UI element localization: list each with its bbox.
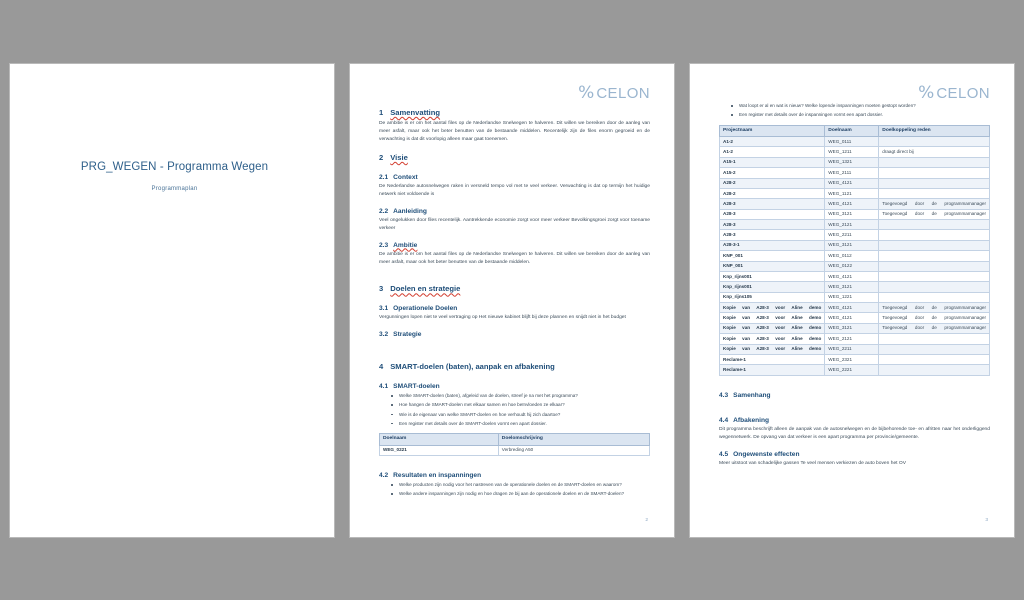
heading-number: 3 (379, 284, 384, 294)
table-row (720, 240, 990, 250)
document-page-1[interactable] (9, 63, 335, 538)
cell-doelkoppeling-reden (879, 178, 990, 188)
heading-number: 4.4 (719, 416, 729, 424)
list-item: Wat loopt er al en wat is nieuw? Welke lopende inspanningen moeten gestopt worden? (739, 102, 990, 110)
spacer (379, 374, 650, 383)
heading-text: Strategie (393, 331, 422, 339)
cell-doelnaam: WEG_3121 (825, 209, 879, 219)
table-row (720, 168, 990, 178)
cell-doelkoppeling-reden (879, 157, 990, 167)
cell-doelkoppeling-reden (879, 137, 990, 147)
heading-number: 4.3 (719, 391, 729, 399)
heading-44-afbakening (719, 417, 990, 424)
heading-22-aanleiding (379, 208, 650, 215)
cell-doelkoppeling-reden (879, 251, 990, 261)
paragraph-operationele-doelen: Vergunningen lopen niet te veel vertraging op Het nieuwe kabinet blijft bij deze plannen en snijdt niet in het budget (379, 315, 626, 321)
celon-logo (578, 82, 650, 103)
table-row (720, 261, 990, 271)
spacer (719, 401, 990, 417)
paragraph-ongewenste-effecten: Meer uitstoot van schadelijke gassen Te veel mensen verkiezen de auto boven het OV (719, 460, 906, 466)
table-row (720, 303, 990, 313)
cell-doelkoppeling-reden (879, 261, 990, 271)
cell-doelnaam: WEG_0111 (825, 137, 879, 147)
heading-number: 2.3 (379, 241, 389, 249)
table-row (720, 209, 990, 219)
heading-number: 3.1 (379, 305, 389, 313)
cell-doelnaam: WEG_2221 (825, 365, 879, 375)
table-row (720, 365, 990, 375)
heading-4-smart-doelen (379, 362, 650, 371)
table-row (720, 251, 990, 261)
spacer (379, 296, 650, 305)
doelen-table (379, 433, 650, 456)
heading-43-samenhang (719, 392, 990, 399)
spacer (719, 376, 990, 392)
table-row (720, 271, 990, 281)
cell-doelnaam: WEG_4121 (825, 178, 879, 188)
heading-31-operationele-doelen (379, 305, 650, 312)
celon-logo (918, 82, 990, 103)
celon-logo-mark-icon: % (578, 82, 595, 103)
cell-projectnaam: A1-2 (720, 137, 825, 147)
cell-doelnaam: WEG_4121 (825, 271, 879, 281)
page-number-2: 2 (645, 518, 648, 523)
cell-doelnaam: WEG_4121 (825, 303, 879, 313)
cell-doelnaam: WEG_4121 (825, 313, 879, 323)
cell-doelnaam: WEG_3121 (825, 282, 879, 292)
cell-projectnaam: KNP_001 (720, 261, 825, 271)
cell-projectnaam: Reclame-1 (720, 365, 825, 375)
cell-doelnaam: WEG_2121 (825, 220, 879, 230)
cell-projectnaam: Kopie van A28-3 voor Aline demo (720, 303, 825, 313)
cell-doelnaam: WEG_1321 (825, 157, 879, 167)
heading-number: 2.1 (379, 173, 389, 181)
heading-23-ambitie (379, 242, 650, 249)
projecten-table-body (720, 137, 990, 376)
cell-doelkoppeling-reden (879, 168, 990, 178)
inspanningen-bullet-list (719, 102, 990, 119)
table-row (720, 230, 990, 240)
spacer (379, 456, 650, 472)
heading-41-smart-doelen (379, 383, 650, 390)
table-row (720, 199, 990, 209)
heading-text: Samenhang (733, 391, 771, 399)
cell-projectnaam: A15-1 (720, 157, 825, 167)
heading-text: SMART-doelen (393, 383, 440, 391)
cell-projectnaam: Knp_rijns001 (720, 271, 825, 281)
heading-text: Operationele Doelen (393, 305, 458, 313)
heading-text: Ongewenste effecten (733, 450, 800, 458)
cell-doelnaam: WEG_3121 (825, 240, 879, 250)
table-row (720, 220, 990, 230)
list-item: Welke producten zijn nodig voor het nastreven van de operationele doelen en de SMART-doelen en waarom? (399, 481, 650, 489)
heading-2-visie (379, 153, 650, 162)
table-row (720, 354, 990, 364)
cell-doelnaam: WEG_0221 (380, 445, 499, 455)
cell-doelkoppeling-reden (879, 334, 990, 344)
cell-doelkoppeling-reden: Toegevoegd door de programmamanager (879, 199, 990, 209)
cell-doelkoppeling-reden (879, 282, 990, 292)
table-row (720, 323, 990, 333)
cell-projectnaam: A28-3 (720, 199, 825, 209)
table-row (380, 445, 650, 455)
list-item: Welke SMART-doelen (baten), afgeleid van de doelen, streef je na met het programma? (399, 392, 650, 400)
cell-projectnaam: A15-2 (720, 168, 825, 178)
table-header-row (380, 434, 650, 445)
cell-doelkoppeling-reden: Toegevoegd door de programmamanager (879, 313, 990, 323)
celon-logo-wordmark: CELON (936, 84, 990, 102)
spacer (379, 275, 650, 284)
page-2-content (379, 78, 650, 527)
table-row (720, 188, 990, 198)
page-3-content (719, 78, 990, 527)
cell-doelnaam: WEG_3121 (825, 323, 879, 333)
page-3-body (719, 102, 990, 476)
paragraph-ambitie: De ambitie is er om het aantal files op de Nederlandse Snelwegen te halveren. Dit willen we bereiken door de aanleg van meer asfalt, maar ook het beter benutten van de bestaande middelen. (379, 251, 650, 265)
cell-doelnaam: WEG_4121 (825, 199, 879, 209)
heading-text: Afbakening (733, 416, 770, 424)
projecten-table (719, 125, 990, 376)
heading-number: 2 (379, 152, 384, 162)
cell-projectnaam: A1-2 (720, 147, 825, 157)
cell-projectnaam: Knp_rijns001 (720, 282, 825, 292)
paragraph-context: De Nederlandse autosnelwegen raken in versneld tempo vol met te veel verkeer. Verwachting is dat op termijn het huidige netwerk niet voldoende is (379, 183, 650, 197)
heading-32-strategie (379, 331, 650, 338)
cell-doelkoppeling-reden: Toegevoegd door de programmamanager (879, 323, 990, 333)
table-header-row (720, 125, 990, 136)
cell-doelnaam: WEG_2211 (825, 344, 879, 354)
list-item: Hoe hangen de SMART-doelen met elkaar samen en hoe beïnvloeden ze elkaar? (399, 401, 650, 409)
cell-doelkoppeling-reden (879, 220, 990, 230)
heading-number: 3.2 (379, 331, 389, 339)
page-number-3: 3 (985, 518, 988, 523)
cell-projectnaam: Kopie van A28-3 voor Aline demo (720, 344, 825, 354)
table-row (720, 334, 990, 344)
list-item: Een register met details over de SMART-doelen vormt een apart dossier. (399, 420, 650, 428)
celon-logo-mark-icon: % (918, 82, 935, 103)
table-row (720, 157, 990, 167)
cell-doelkoppeling-reden (879, 365, 990, 375)
table-row (720, 282, 990, 292)
cell-projectnaam: Knp_rijns105 (720, 292, 825, 302)
heading-text: Visie (390, 152, 408, 162)
cell-doelkoppeling-reden (879, 230, 990, 240)
cell-projectnaam: Kopie van A28-3 voor Aline demo (720, 313, 825, 323)
cell-projectnaam: A28-3 (720, 220, 825, 230)
cell-doelkoppeling-reden (879, 344, 990, 354)
table-row (720, 313, 990, 323)
list-item: Welke andere inspanningen zijn nodig en hoe dragen ze bij aan de operationele doelen en de SMART-doelen? (399, 490, 650, 498)
spacer (379, 340, 650, 362)
table-row (720, 137, 990, 147)
page-1-content (39, 78, 310, 527)
column-header-projectnaam: Projectnaam (720, 125, 825, 136)
cell-doelnaam: WEG_2211 (825, 230, 879, 240)
cell-projectnaam: Reclame-1 (720, 354, 825, 364)
heading-1-samenvatting (379, 108, 650, 117)
column-header-doelnaam: Doelnaam (380, 434, 499, 445)
cell-doelnaam: WEG_1211 (825, 147, 879, 157)
table-row (720, 178, 990, 188)
paragraph-samenvatting: De ambitie is er om het aantal files op de Nederlandse Snelwegen te halveren. Dit willen we bereiken door de aanleg van meer asfalt, maar ook het beter benutten van de bestaande middelen. Recentelijk zijn de files enorm gegroeid en de verwachting is dat dit voorlopig alleen maar gaat toenemen. (379, 121, 650, 142)
cell-projectnaam: A28-3 (720, 209, 825, 219)
heading-text: Doelen en strategie (390, 284, 461, 294)
paragraph-afbakening: Dit programma beschrijft alleen de aanpak van de autosnelwegen en de bijbehorende toe- en afritten naar het onderliggend wegennetwerk. De opvang van dat verkeer is een apart programma per provincie/gemeente. (719, 426, 990, 440)
page-2-body (379, 108, 650, 504)
cell-doelkoppeling-reden (879, 240, 990, 250)
cell-projectnaam: A28-2 (720, 178, 825, 188)
cell-projectnaam: KNP_001 (720, 251, 825, 261)
cell-doelomschrijving: Verbreding A50 (498, 445, 649, 455)
cell-doelnaam: WEG_2321 (825, 354, 879, 364)
heading-21-context (379, 174, 650, 181)
heading-3-doelen-en-strategie (379, 284, 650, 293)
cover-title: PRG_WEGEN - Programma Wegen (80, 161, 269, 173)
heading-text: SMART-doelen (baten), aanpak en afbakening (390, 362, 555, 372)
smart-doelen-bullet-list (379, 392, 650, 427)
cell-doelkoppeling-reden (879, 188, 990, 198)
cell-projectnaam: A28-2 (720, 188, 825, 198)
cell-doelkoppeling-reden (879, 354, 990, 364)
heading-text: Samenvatting (390, 108, 441, 117)
paragraph-aanleiding: Veel ongelukken door files recentelijk. Aantrekkende economie zorgt voor meer verkeer Bevolkingsgroei zorgt voor toename verkeer (379, 217, 650, 231)
heading-number: 1 (379, 108, 384, 117)
heading-number: 4.1 (379, 383, 389, 391)
cell-doelnaam: WEG_2111 (825, 168, 879, 178)
heading-text: Context (393, 173, 418, 181)
cell-doelkoppeling-reden (879, 292, 990, 302)
celon-logo-wordmark: CELON (596, 84, 650, 102)
cell-doelkoppeling-reden: Toegevoegd door de programmamanager (879, 209, 990, 219)
cell-projectnaam: Kopie van A28-3 voor Aline demo (720, 334, 825, 344)
heading-number: 4.5 (719, 450, 729, 458)
table-row (720, 147, 990, 157)
resultaten-bullet-list (379, 481, 650, 498)
cell-doelnaam: WEG_1221 (825, 292, 879, 302)
heading-number: 2.2 (379, 207, 389, 215)
table-row (720, 344, 990, 354)
document-page-3[interactable] (689, 63, 1015, 538)
heading-text: Aanleiding (393, 207, 427, 215)
cell-projectnaam: A28-3-1 (720, 240, 825, 250)
heading-text: Resultaten en inspanningen (393, 471, 482, 479)
heading-number: 4 (379, 362, 384, 372)
cell-doelnaam: WEG_0122 (825, 261, 879, 271)
heading-text: Ambitie (393, 241, 418, 249)
cell-projectnaam: A28-3 (720, 230, 825, 240)
table-row (720, 292, 990, 302)
cell-doelkoppeling-reden (879, 271, 990, 281)
column-header-doelomschrijving: Doelomschrijving (498, 434, 649, 445)
heading-42-resultaten-en-inspanningen (379, 472, 650, 479)
cell-doelnaam: WEG_2121 (825, 334, 879, 344)
list-item: Wie is de eigenaar van welke SMART-doelen en hoe verhoudt hij zich daartoe? (399, 411, 650, 419)
cell-doelkoppeling-reden: draagt direct bij (879, 147, 990, 157)
cell-doelnaam: WEG_0112 (825, 251, 879, 261)
heading-45-ongewenste-effecten (719, 451, 990, 458)
cell-projectnaam: Kopie van A28-3 voor Aline demo (720, 323, 825, 333)
document-page-2[interactable] (349, 63, 675, 538)
spacer (379, 165, 650, 174)
cover-subtitle: Programmaplan (151, 186, 198, 192)
cell-doelnaam: WEG_1121 (825, 188, 879, 198)
cell-doelkoppeling-reden: Toegevoegd door de programmamanager (879, 303, 990, 313)
heading-number: 4.2 (379, 471, 389, 479)
column-header-doelkoppeling-reden: Doelkoppeling reden (879, 125, 990, 136)
list-item: Een register met details over de inspanningen vormt een apart dossier. (739, 111, 990, 119)
column-header-doelnaam: Doelnaam (825, 125, 879, 136)
